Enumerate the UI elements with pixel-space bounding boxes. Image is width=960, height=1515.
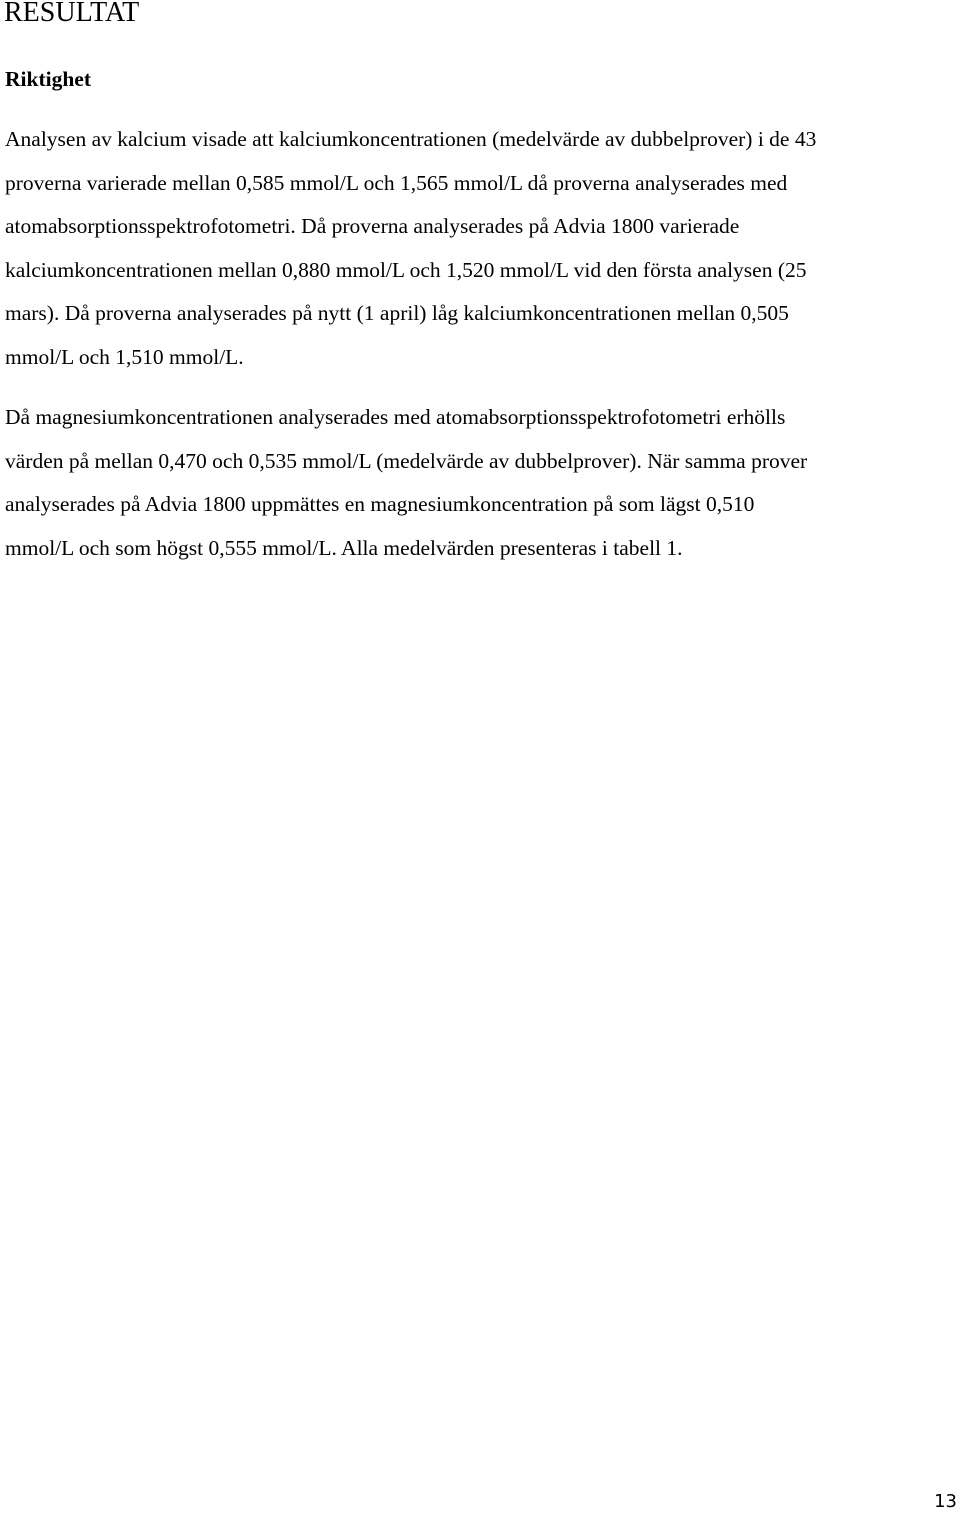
paragraph-line: analyserades på Advia 1800 uppmättes en magnesiumkoncentration på som lägst 0,510 [5, 492, 755, 517]
section-heading: RESULTAT [4, 0, 140, 28]
paragraph-line: mars). Då proverna analyserades på nytt (1 april) låg kalciumkoncentrationen mellan 0,505 [5, 301, 789, 326]
paragraph-line: proverna varierade mellan 0,585 mmol/L och 1,565 mmol/L då proverna analyserades med [5, 170, 788, 195]
subsection-heading: Riktighet [5, 67, 91, 91]
paragraph-line: mmol/L och 1,510 mmol/L. [5, 344, 244, 369]
paragraph-calcium [5, 118, 960, 380]
paragraph-line: värden på mellan 0,470 och 0,535 mmol/L (medelvärde av dubbelprover). När samma prover [5, 448, 808, 473]
paragraph-line: mmol/L och som högst 0,555 mmol/L. Alla medelvärden presenteras i tabell 1. [5, 535, 683, 560]
page-number: 13 [934, 1491, 957, 1512]
paragraph-line: atomabsorptionsspektrofotometri. Då proverna analyserades på Advia 1800 varierade [5, 214, 740, 239]
paragraph-line: Då magnesiumkoncentrationen analyserades med atomabsorptionsspektrofotometri erhölls [5, 405, 786, 429]
paragraph-line: Analysen av kalcium visade att kalciumkoncentrationen (medelvärde av dubbelprover) i de 43 [5, 127, 817, 151]
paragraph-line: kalciumkoncentrationen mellan 0,880 mmol/L och 1,520 mmol/L vid den första analysen (25 [5, 257, 807, 282]
paragraph-magnesium [5, 396, 960, 570]
